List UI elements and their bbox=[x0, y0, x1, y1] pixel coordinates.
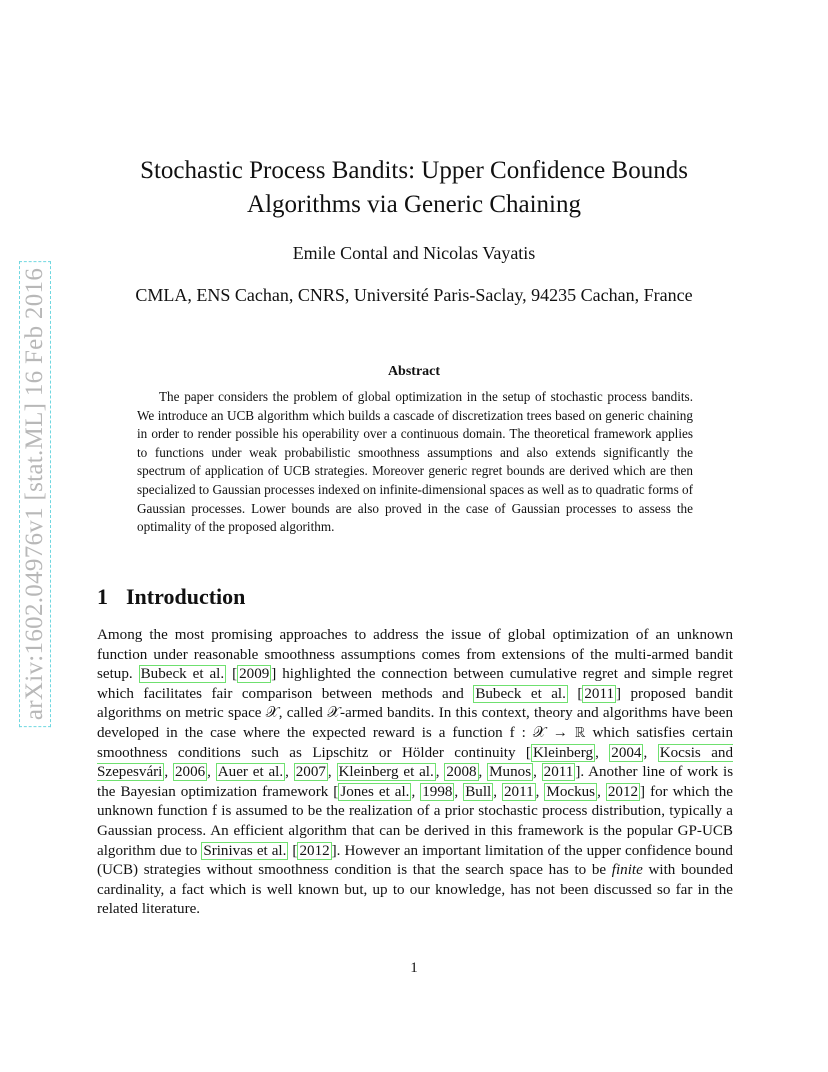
citation-link[interactable]: 2011 bbox=[504, 783, 534, 800]
intro-text: ] for which the unknown function f is assumed to be the realization of a prior stochastic process distribution, typically a Gaussian process. An efficient algorithm that can be derived in this framework is the popular GP-UCB algorithm due to bbox=[97, 783, 734, 859]
intro-text: , bbox=[164, 764, 173, 781]
citation-link[interactable]: 2006 bbox=[174, 764, 206, 781]
citation-link[interactable]: Kleinberg bbox=[532, 744, 594, 761]
intro-text: ] proposed bandit algorithms on metric space 𝒳, called 𝒳-armed bandits. In this context, theory and algorithms have been developed in the case where the expected reward is a function f : 𝒳 → ℝ which satisfies certain smoothness conditions such as Lipschitz or Hölder continuity [ bbox=[97, 685, 734, 761]
intro-text: , bbox=[478, 764, 488, 781]
intro-text: ] highlighted the connection between cumulative regret and simple regret which facilitates fair comparison between methods and bbox=[97, 666, 733, 702]
citation-link[interactable]: Bull bbox=[465, 783, 492, 800]
intro-text: , bbox=[595, 744, 610, 761]
citation-link[interactable]: 2004 bbox=[611, 744, 642, 761]
intro-text: ]. However an important limitation of the upper confidence bound (UCB) strategies without smoothness condition is that the search space has to be bbox=[97, 842, 733, 879]
intro-text: , bbox=[207, 764, 216, 781]
intro-text: with bounded cardinality, a fact which is well known but, up to our knowledge, has not been discussed so far in the related literature. bbox=[97, 862, 733, 918]
section-heading bbox=[97, 584, 245, 610]
citation-link[interactable]: Jones et al. bbox=[340, 783, 410, 800]
citation-link[interactable]: 2012 bbox=[299, 842, 330, 859]
title-line-2: Algorithms via Generic Chaining bbox=[247, 191, 581, 218]
affiliation: CMLA, ENS Cachan, CNRS, Université Paris-Saclay, 94235 Cachan, France bbox=[135, 285, 693, 305]
arxiv-stamp[interactable] bbox=[18, 240, 52, 748]
citation-link[interactable]: 2009 bbox=[239, 666, 270, 683]
page-number: 1 bbox=[410, 960, 418, 976]
citation-link[interactable]: Mockus bbox=[546, 783, 596, 800]
citation-link[interactable]: 2007 bbox=[295, 764, 326, 781]
intro-text: , bbox=[285, 764, 294, 781]
intro-text: , bbox=[454, 783, 464, 800]
section-number: 1 bbox=[97, 584, 108, 609]
citation-link[interactable]: 1998 bbox=[422, 783, 453, 800]
intro-text: , bbox=[535, 783, 545, 800]
citation-link[interactable]: Munos bbox=[489, 764, 532, 781]
citation-link[interactable]: 2011 bbox=[543, 764, 574, 781]
citation-link[interactable]: Bubeck et al. bbox=[140, 666, 225, 683]
citation-link[interactable]: Auer et al. bbox=[217, 764, 284, 781]
citation-link[interactable]: Bubeck et al. bbox=[475, 685, 566, 702]
intro-text: , bbox=[411, 783, 421, 800]
intro-text: , bbox=[435, 764, 445, 781]
intro-text: [ bbox=[567, 685, 583, 702]
intro-text: Among the most promising approaches to address the issue of global optimization of an unknown function under reasonable smoothness assumptions comes from extensions of the multi-armed bandit setup. bbox=[97, 627, 733, 683]
arxiv-stamp-text[interactable]: arXiv:1602.04976v1 [stat.ML] 16 Feb 2016 bbox=[19, 261, 51, 727]
intro-text: , bbox=[327, 764, 337, 781]
abstract-text: The paper considers the problem of global optimization in the setup of stochastic process bandits. We introduce an UCB algorithm which builds a cascade of discretization trees based on generic chaining in order to render possible his operability over a continuous domain. The theoretical framework applies to functions under weak probabilistic smoothness assumptions and also extends significantly the spectrum of application of UCB strategies. Moreover generic regret bounds are derived which are then specialized to Gaussian processes indexed on infinite-dimensional spaces as well as to quadratic forms of Gaussian processes. Lower bounds are also proved in the case of Gaussian processes to assess the optimality of the proposed algorithm. bbox=[137, 389, 693, 535]
intro-paragraph bbox=[97, 626, 733, 920]
citation-link[interactable]: 2008 bbox=[446, 764, 477, 781]
abstract-heading: Abstract bbox=[387, 364, 441, 379]
authors: Emile Contal and Nicolas Vayatis bbox=[292, 243, 536, 263]
intro-text: , bbox=[643, 744, 658, 761]
section-title: Introduction bbox=[126, 584, 246, 609]
intro-text: , bbox=[493, 783, 502, 800]
intro-text: , bbox=[533, 764, 542, 781]
citation-link[interactable]: 2011 bbox=[584, 685, 615, 702]
citation-link[interactable]: 2012 bbox=[607, 783, 639, 800]
citation-link[interactable]: Kocsis and Szepesvári bbox=[97, 744, 734, 781]
emphasis-finite: finite bbox=[611, 862, 643, 879]
intro-text: [ bbox=[226, 666, 238, 683]
citation-link[interactable]: Kleinberg et al. bbox=[338, 764, 434, 781]
title-line-1: Stochastic Process Bandits: Upper Confidence Bounds bbox=[140, 157, 688, 184]
citation-link[interactable]: Srinivas et al. bbox=[203, 842, 287, 859]
intro-text: ]. Another line of work is the Bayesian optimization framework [ bbox=[97, 764, 734, 800]
intro-text: [ bbox=[288, 842, 298, 859]
intro-text: , bbox=[597, 783, 606, 800]
paper-title bbox=[96, 154, 732, 222]
